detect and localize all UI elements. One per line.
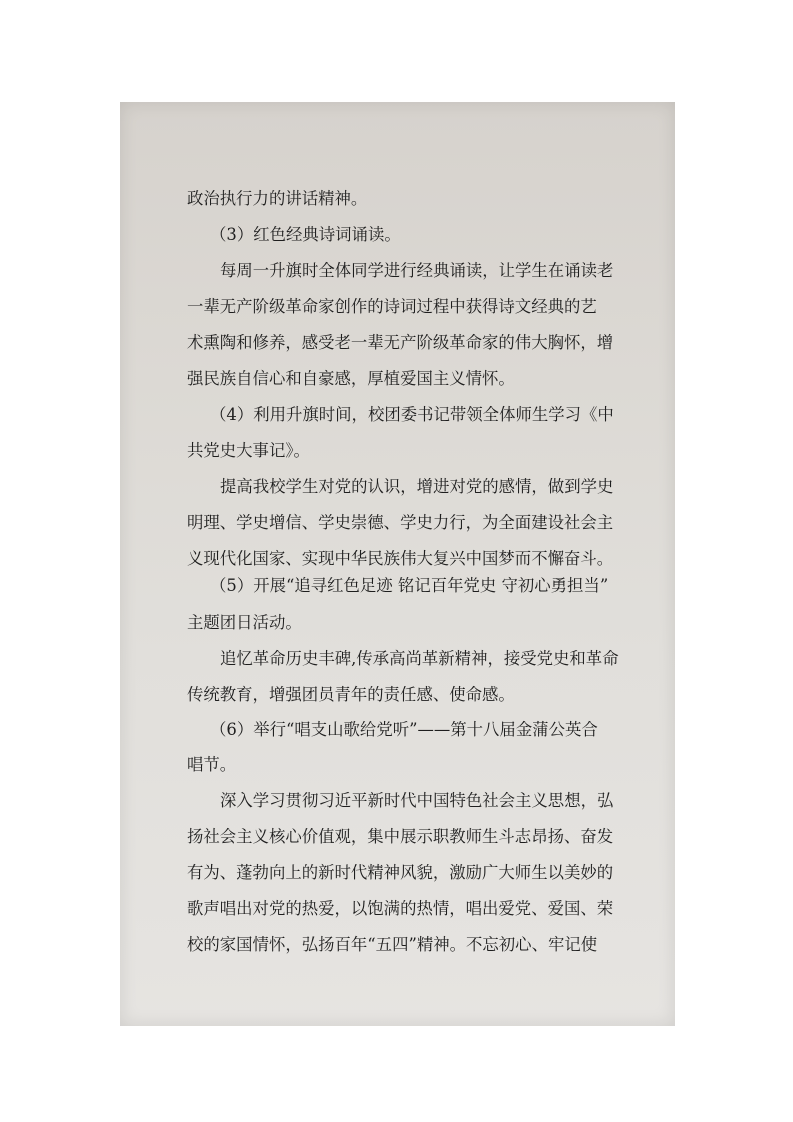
text-line: 强民族自信心和自豪感，厚植爱国主义情怀。 [187, 369, 515, 388]
section-heading: （3）红色经典诗词诵读。 [210, 225, 401, 244]
text-line: 义现代化国家、实现中华民族伟大复兴中国梦而不懈奋斗。 [187, 549, 614, 568]
text-line: 主题团日活动。 [187, 613, 302, 632]
section-heading: （4）利用升旗时间，校团委书记带领全体师生学习《中 [210, 405, 614, 424]
text-line: 政治执行力的讲话精神。 [187, 189, 368, 208]
text-line: 校的家国情怀，弘扬百年“五四”精神。不忘初心、牢记使 [187, 935, 598, 954]
text-line: 术熏陶和修养，感受老一辈无产阶级革命家的伟大胸怀，增 [187, 333, 614, 352]
text-line: 歌声唱出对党的热爱，以饱满的热情，唱出爱党、爱国、荣 [187, 899, 614, 918]
text-line: 每周一升旗时全体同学进行经典诵读，让学生在诵读老 [220, 261, 614, 280]
text-line: 提高我校学生对党的认识，增进对党的感情，做到学史 [220, 477, 614, 496]
text-line: 传统教育，增强团员青年的责任感、使命感。 [187, 685, 515, 704]
text-line: 追忆革命历史丰碑,传承高尚革新精神，接受党史和革命 [220, 649, 619, 668]
section-heading: （6）举行“唱支山歌给党听”——第十八届金蒲公英合 [210, 720, 598, 739]
section-heading: （5）开展“追寻红色足迹 铭记百年党史 守初心勇担当” [210, 576, 609, 595]
text-line: 有为、蓬勃向上的新时代精神风貌，激励广大师生以美妙的 [187, 863, 614, 882]
text-line: 明理、学史增信、学史崇德、学史力行，为全面建设社会主 [187, 513, 614, 532]
text-line: 深入学习贯彻习近平新时代中国特色社会主义思想，弘 [220, 791, 614, 810]
document-page [120, 102, 675, 1026]
text-line: 共党史大事记》。 [187, 441, 310, 460]
text-line: 扬社会主义核心价值观，集中展示职教师生斗志昂扬、奋发 [187, 827, 614, 846]
text-line: 一辈无产阶级革命家创作的诗词过程中获得诗文经典的艺 [187, 297, 597, 316]
text-line: 唱节。 [187, 755, 237, 774]
